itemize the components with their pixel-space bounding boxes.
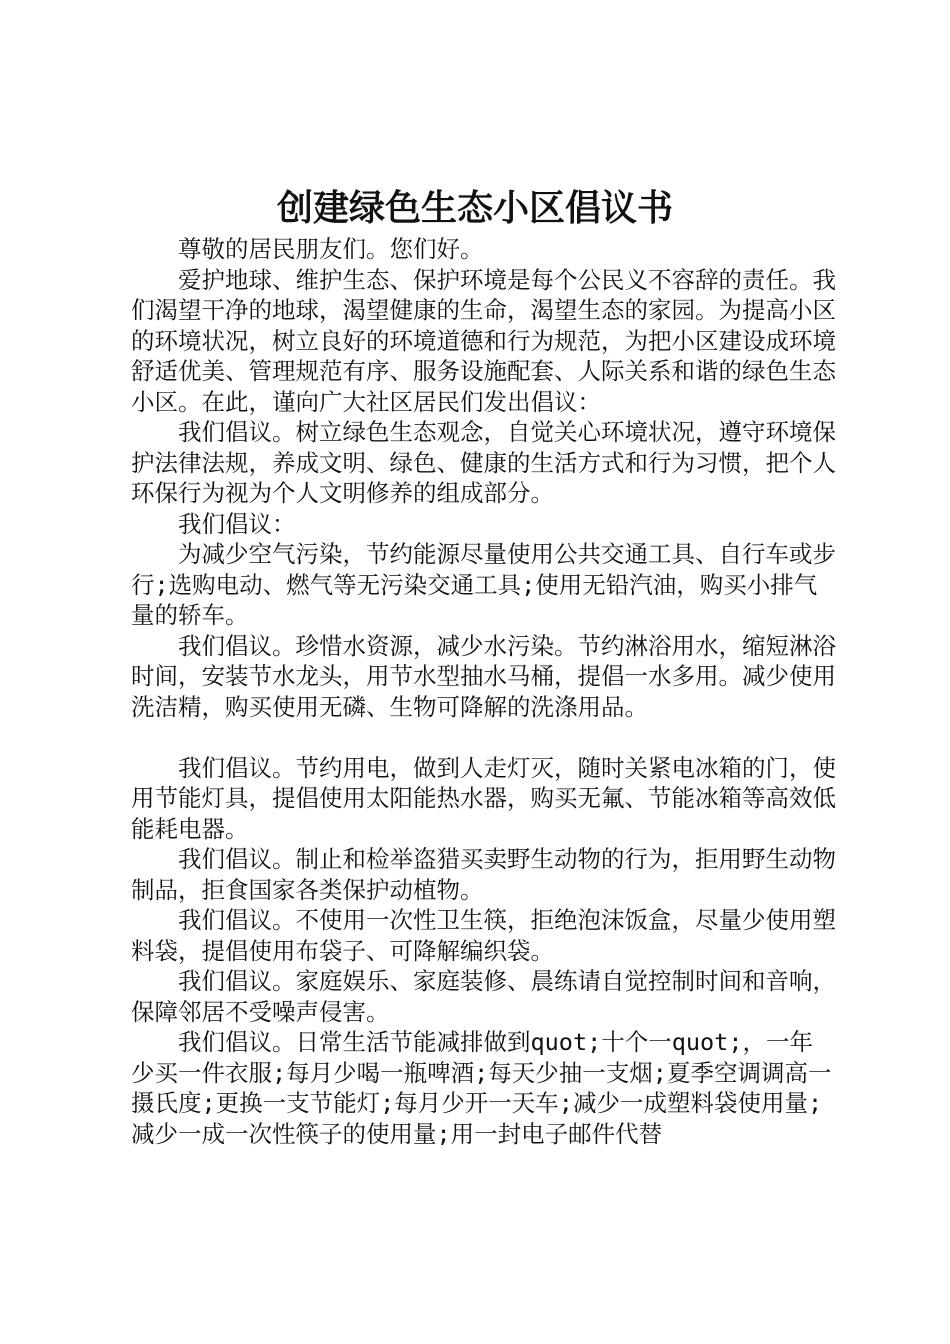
document-body xyxy=(131,234,836,1149)
proposal-paragraph: 我们倡议： xyxy=(178,509,296,538)
proposal-paragraph: 为减少空气污染，节约能源尽量使用公共交通工具、自行车或步行;选购电动、燃气等无污染交通工具;使用无铅汽油，购买小排气量的轿车。 xyxy=(131,540,836,629)
proposal-paragraph: 我们倡议。珍惜水资源，减少水污染。节约淋浴用水，缩短淋浴时间，安装节水龙头，用节水型抽水马桶，提倡一水多用。减少使用洗洁精，购买使用无磷、生物可降解的洗涤用品。 xyxy=(131,631,836,721)
proposal-paragraph: 我们倡议。节约用电，做到人走灯灭，随时关紧电冰箱的门，使用节能灯具，提倡使用太阳能热水器，购买无氟、节能冰箱等高效低能耗电器。 xyxy=(131,753,836,843)
intro-paragraph: 爱护地球、维护生态、保护环境是每个公民义不容辞的责任。我们渴望干净的地球，渴望健康的生命，渴望生态的家园。为提高小区的环境状况，树立良好的环境道德和行为规范，为把小区建设成环境舒适优美、管理规范有序、服务设施配套、人际关系和谐的绿色生态小区。在此，谨向广大社区居民们发出倡议： xyxy=(131,265,836,416)
proposal-paragraph: 我们倡议。不使用一次性卫生筷，拒绝泡沫饭盒，尽量少使用塑料袋，提倡使用布袋子、可降解编织袋。 xyxy=(131,906,836,965)
proposal-paragraph: 我们倡议。树立绿色生态观念，自觉关心环境状况，遵守环境保护法律法规，养成文明、绿色、健康的生活方式和行为习惯，把个人环保行为视为个人文明修养的组成部分。 xyxy=(131,418,836,507)
proposal-paragraph: 我们倡议。家庭娱乐、家庭装修、晨练请自觉控制时间和音响，保障邻居不受噪声侵害。 xyxy=(131,967,836,1026)
blank-line xyxy=(131,722,836,753)
document-title: 创建绿色生态小区倡议书 xyxy=(276,187,673,229)
greeting-paragraph: 尊敬的居民朋友们。您们好。 xyxy=(178,235,484,263)
proposal-paragraph: 我们倡议。日常生活节能减排做到quot;十个一quot;，一年少买一件衣服;每月少喝一瓶啤酒;每天少抽一支烟;夏季空调调高一摄氏度;更换一支节能灯;每月少开一天车;减少一成塑料袋使用量;减少一成一次性筷子的使用量;用一封电子邮件代替 xyxy=(131,1028,832,1148)
proposal-paragraph: 我们倡议。制止和检举盗猎买卖野生动物的行为，拒用野生动物制品，拒食国家各类保护动植物。 xyxy=(131,845,836,904)
